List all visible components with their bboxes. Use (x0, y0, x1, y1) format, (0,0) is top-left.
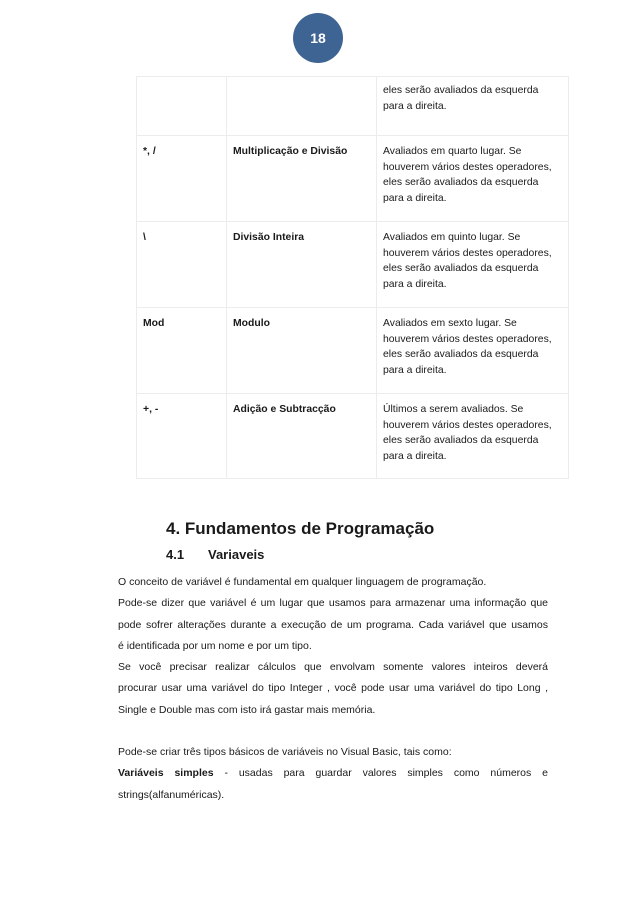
operator-desc-cell: Últimos a serem avaliados. Se houverem vários destes operadores, eles serão avaliados da esquerda para a direita. (377, 394, 569, 479)
paragraph: O conceito de variável é fundamental em qualquer linguagem de programação. (118, 576, 487, 588)
body-text (118, 572, 548, 806)
operator-cell: +, - (137, 394, 227, 479)
operator-cell: *, / (137, 136, 227, 222)
paragraph: Pode-se criar três tipos básicos de variáveis no Visual Basic, tais como: (118, 746, 452, 759)
operator-cell: \ (137, 222, 227, 308)
operator-desc-cell: Avaliados em sexto lugar. Se houverem vários destes operadores, eles serão avaliados da esquerda para a direita. (377, 308, 569, 394)
page-number: 18 (310, 30, 326, 46)
operator-desc-cell: Avaliados em quarto lugar. Se houverem vários destes operadores, eles serão avaliados da esquerda para a direita. (377, 136, 569, 222)
paragraph-line (118, 763, 548, 784)
paragraph-line: Se você precisar realizar cálculos que envolvam somente valores inteiros deverá (118, 661, 548, 674)
section-heading: 4. Fundamentos de Programação (166, 519, 435, 538)
operator-name-cell: Multiplicação e Divisão (227, 136, 377, 222)
paragraph-spacer (118, 721, 548, 742)
operator-name-cell: Modulo (227, 308, 377, 394)
operator-name-cell: Divisão Inteira (227, 222, 377, 308)
table-row (137, 308, 569, 394)
page-number-badge (293, 13, 343, 63)
table-row (137, 394, 569, 479)
paragraph-line: Pode-se dizer que variável é um lugar que usamos para armazenar uma informação que (118, 597, 548, 610)
table-row (137, 77, 569, 136)
operator-cell: Mod (137, 308, 227, 394)
operator-cell (137, 77, 227, 136)
paragraph-line: procurar usar uma variável do tipo Integer , você pode usar uma variável do tipo Long , (118, 682, 548, 695)
term-bold: Variáveis simples (118, 767, 214, 780)
operator-desc-cell: Avaliados em quinto lugar. Se houverem vários destes operadores, eles serão avaliados da esquerda para a direita. (377, 222, 569, 308)
subsection-heading (166, 547, 264, 562)
term-definition: - usadas para guardar valores simples como números e (213, 767, 548, 780)
paragraph-line: strings(alfanuméricas). (118, 788, 225, 801)
paragraph-line: é identificada por um nome e por um tipo. (118, 639, 312, 652)
operator-name-cell (227, 77, 377, 136)
subsection-title: Variaveis (208, 547, 265, 562)
operator-desc-cell: eles serão avaliados da esquerda para a direita. (377, 77, 569, 136)
table-row (137, 136, 569, 222)
operator-name-cell: Adição e Subtracção (227, 394, 377, 479)
subsection-number: 4.1 (166, 547, 185, 562)
paragraph-line: Single e Double mas com isto irá gastar mais memória. (118, 703, 376, 716)
paragraph-line: pode sofrer alterações durante a execução de um programa. Cada variável que usamos (118, 618, 548, 631)
table-row (137, 222, 569, 308)
operators-table (136, 76, 569, 479)
